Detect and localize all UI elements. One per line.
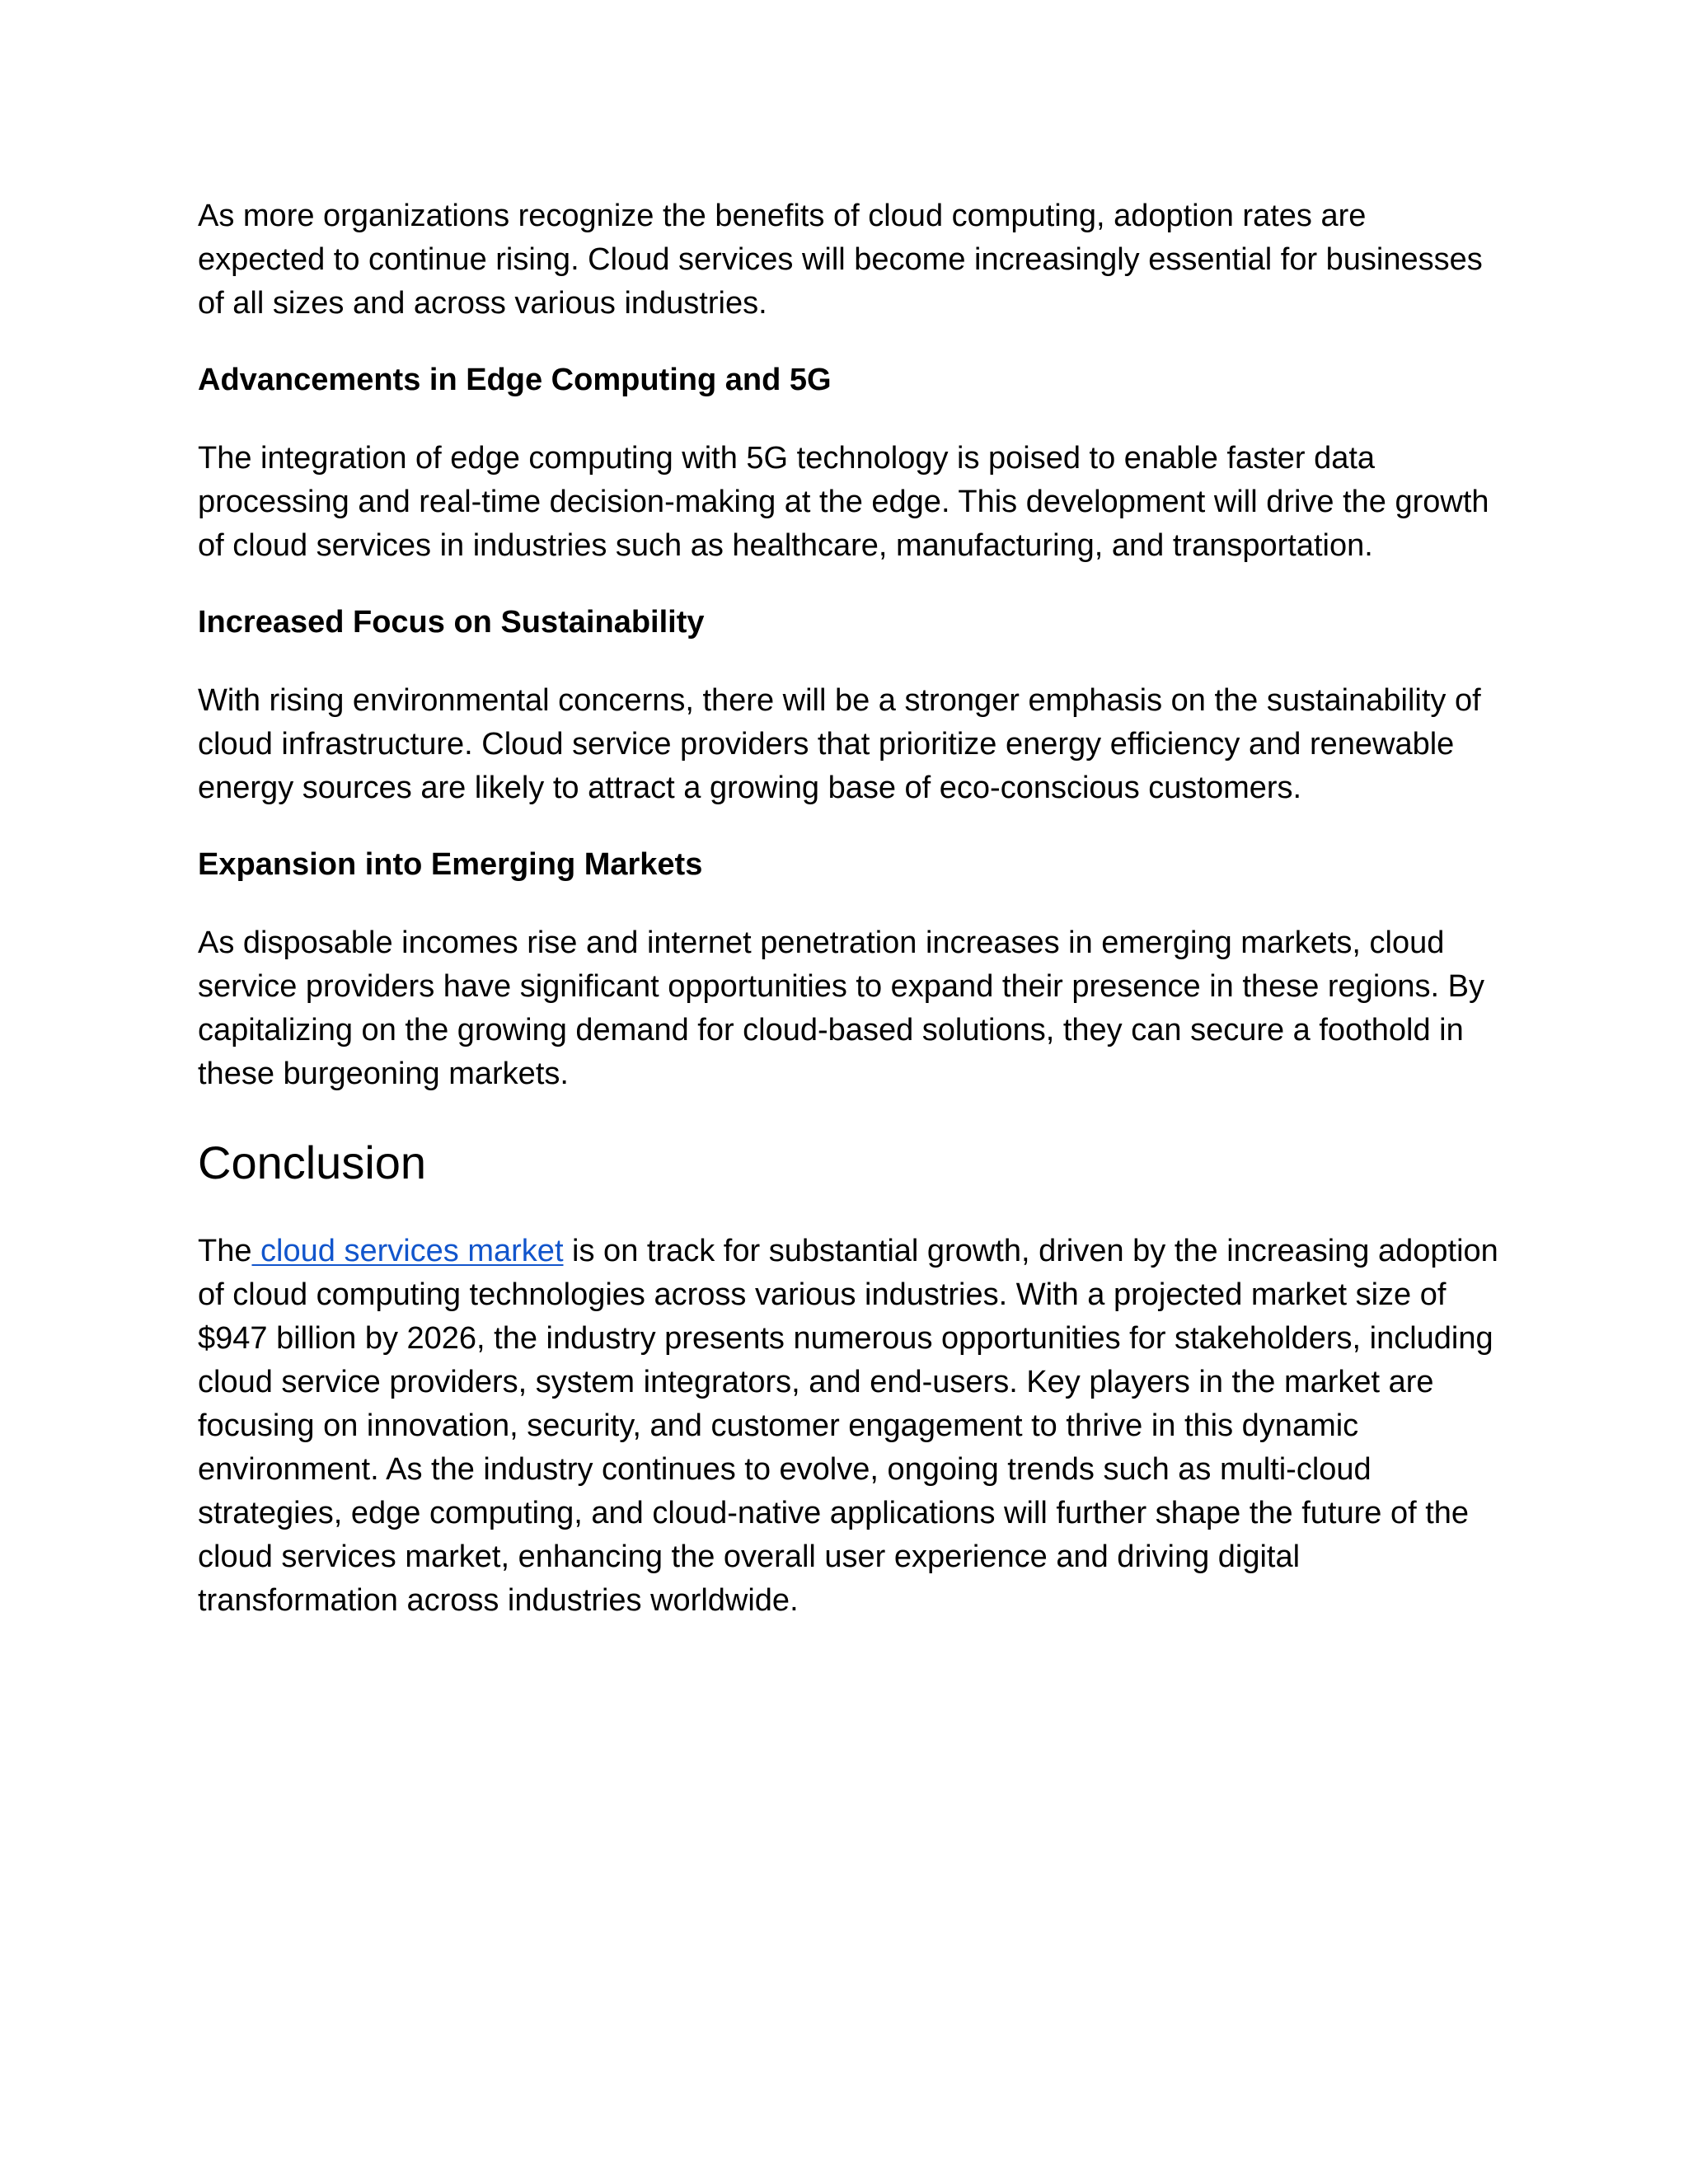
emerging-markets-paragraph: As disposable incomes rise and internet penetration increases in emerging markets, cloud service providers have significant opportunities to expand their presence in these regions. By capitalizing on the growing demand for cloud-based solutions, they can secure a foothold in these burgeoning markets. — [198, 926, 1484, 1091]
conclusion-paragraph — [198, 1230, 1500, 1623]
heading-sustainability: Increased Focus on Sustainability — [198, 605, 705, 640]
document-content — [198, 194, 1500, 1623]
cloud-services-market-link[interactable]: cloud services market — [251, 1234, 564, 1268]
intro-paragraph: As more organizations recognize the benefits of cloud computing, adoption rates are expected to continue rising. Cloud services will become increasingly essential for businesses of all sizes and across various industries. — [198, 199, 1483, 321]
edge-computing-paragraph: The integration of edge computing with 5G technology is poised to enable faster data processing and real-time decision-making at the edge. This development will drive the growth of cloud services in industries such as healthcare, manufacturing, and transportation. — [198, 441, 1489, 563]
heading-emerging-markets: Expansion into Emerging Markets — [198, 847, 703, 882]
sustainability-paragraph: With rising environmental concerns, there will be a stronger emphasis on the sustainability of cloud infrastructure. Cloud service providers that prioritize energy efficiency and renewable energy sources are likely to attract a growing base of eco-conscious customers. — [198, 683, 1481, 805]
conclusion-prefix: The — [198, 1234, 252, 1268]
conclusion-text: is on track for substantial growth, driven by the increasing adoption of cloud computing technologies across various industries. With a projected market size of $947 billion by 2026, the industry presents numerous opportunities for stakeholders, including cloud service providers, system integrators, and end-users. Key players in the market are focusing on innovation, security, and customer engagement to thrive in this dynamic environment. As the industry continues to evolve, ongoing trends such as multi-cloud strategies, edge computing, and cloud-native applications will further shape the future of the cloud services market, enhancing the overall user experience and driving digital transformation across industries worldwide. — [198, 1234, 1498, 1618]
heading-conclusion: Conclusion — [198, 1137, 427, 1188]
heading-edge-computing: Advancements in Edge Computing and 5G — [198, 363, 832, 397]
